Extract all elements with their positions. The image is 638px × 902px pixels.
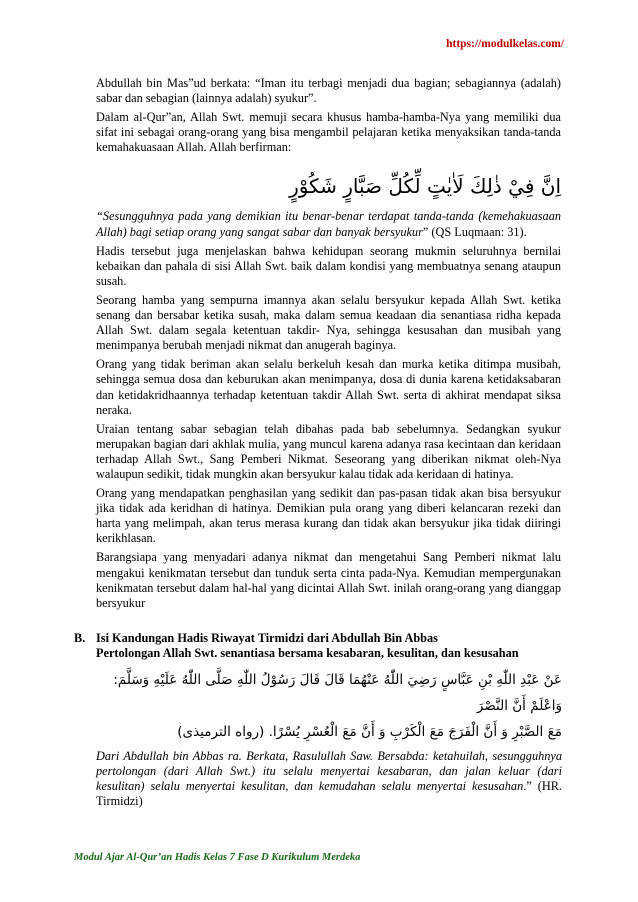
paragraph: Hadis tersebut juga menjelaskan bahwa kehidupan seorang mukmin seluruhnya bernilai kebaikan dan pahala di sisi Allah Swt. baik dalam kondisi yang membuatnya senang ataupun susah. <box>96 243 561 288</box>
main-content <box>96 76 561 615</box>
paragraph: Orang yang mendapatkan penghasilan yang sedikit dan pas-pasan tidak akan bisa bersyukur jika tidak ada keridhan di hatinya. Demikian pula orang yang diberi kelancaran rezeki dan harta yang melimpah, akan terus merasa kurang dan tidak akan bersyukur jika tidak diiringi kerikhlasan. <box>96 486 561 546</box>
header-url[interactable]: https://modulkelas.com/ <box>446 38 564 50</box>
section-letter: B. <box>74 631 86 645</box>
section-title: Isi Kandungan Hadis Riwayat Tirmidzi dari Abdullah Bin Abbas <box>96 631 438 645</box>
hadith-reference: .” (HR. Tirmidzi) <box>96 779 562 809</box>
section-b <box>74 631 562 810</box>
hadith-translation-text: Dari Abdullah bin Abbas ra. Berkata, Rasulullah Saw. Bersabda: ketahuilah, sesungguhnya pertolongan (dari Allah Swt.) itu selalu menyertai kesabaran, dan jalan keluar (dari kesulitan) selalu menyertai kesulitan, dan kemudahan selalu menyertai kesusahan <box>96 749 562 794</box>
hadith-arabic <box>96 667 562 745</box>
paragraph: Orang yang tidak beriman akan selalu berkeluh kesah dan murka ketika ditimpa musibah, sehingga semua dosa dan keburukan akan menimpanya, dosa di dunia karena ketidaksabaran dan ketidakridhaannya terhadap ketentuan takdir Allah Swt. serta di akhirat mendapat siksa neraka. <box>96 357 561 417</box>
section-subtitle: Pertolongan Allah Swt. senantiasa bersama kesabaran, kesulitan, dan kesusahan <box>96 646 519 661</box>
section-heading <box>74 631 562 646</box>
verse-translation-text: “Sesungguhnya pada yang demikian itu benar-benar terdapat tanda-tanda (kemehakuasaan Allah) bagi setiap orang yang sangat sabar dan banyak bersyukur <box>96 209 561 239</box>
paragraph: Barangsiapa yang menyadari adanya nikmat dan mengetahui Sang Pemberi nikmat lalu mengakui kenikmatan tersebut dan tunduk serta cinta pada-Nya. Kemudian mempergunakan kenikmatan tersebut dalam hal-hal yang dicintai Allah Swt. inilah orang-orang yang dianggap bersyukur <box>96 550 561 610</box>
paragraph: Seorang hamba yang sempurna imannya akan selalu bersyukur kepada Allah Swt. ketika senang dan bersabar ketika susah, maka dalam semua keadaan dia senantiasa ridha kepada Allah Swt. dalam segala ketentuan takdir- Nya, sehingga kesusahan dan musibah yang menimpanya berubah menjadi nikmat dan anugerah baginya. <box>96 292 561 353</box>
page-footer: Modul Ajar Al-Qur’an Hadis Kelas 7 Fase D Kurikulum Merdeka <box>74 852 361 863</box>
paragraph: Uraian tentang sabar sebagian telah dibahas pada bab sebelumnya. Sedangkan syukur merupakan bagian dari akhlak mulia, yang muncul karena adanya rasa kecintaan dan keridaan terhadap Allah Swt., Sang Pemberi Nikmat. Seseorang yang diberikan nikmat oleh-Nya walaupun sedikit, tidak mungkin akan bersyukur kalau tidak ada keridaan di hatinya. <box>96 421 561 481</box>
hadith-translation <box>96 749 562 809</box>
paragraph: Dalam al-Qur”an, Allah Swt. memuji secara khusus hamba-hamba-Nya yang memiliki dua sifat ini sebagai orang-orang yang bisa mengambil pelajaran ketika menyaksikan tanda-tanda kemahakuasaan Allah. Allah berfirman: <box>96 110 561 155</box>
verse-reference: ” (QS Luqmaan: 31). <box>422 224 527 239</box>
verse-translation <box>96 209 561 239</box>
paragraph: Abdullah bin Mas”ud berkata: “Iman itu terbagi menjadi dua bagian; sebagiannya (adalah) sabar dan sebagian (lainnya adalah) syukur”. <box>96 76 561 106</box>
quran-verse-arabic: اِنَّ فِيْ ذٰلِكَ لَاٰيٰتٍ لِّكُلِّ صَبَّارٍ شَكُوْرٍ <box>289 174 561 199</box>
hadith-arabic-line: عَنْ عَبْدِ اللّٰهِ بْنِ عَبَّاسٍ رَضِيَ اللّٰهُ عَنْهُمَا قَالَ قَالَ رَسُوْلُ اللّٰهِ صَلَّى اللّٰهُ عَلَيْهِ وَسَلَّمَ: وَاعْلَمْ أَنَّ النَّصْرَ <box>113 672 562 715</box>
hadith-arabic-line: مَعَ الصَّبْرِ وَ أَنَّ الْفَرَجَ مَعَ الْكَرْبِ وَ أَنَّ مَعَ الْعُسْرِ يُسْرًا. (رواه الترميذى) <box>177 724 562 741</box>
